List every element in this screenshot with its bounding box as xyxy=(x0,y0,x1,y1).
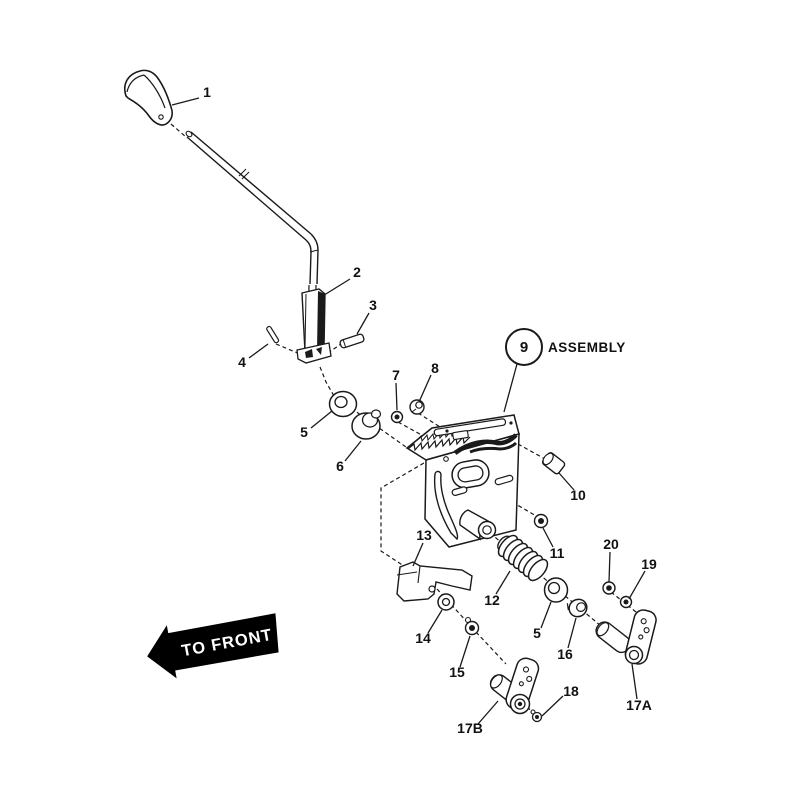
stop-bracket-13 xyxy=(397,562,472,601)
small-nut-7 xyxy=(392,412,403,423)
part-label-1: 1 xyxy=(203,84,211,100)
part-label-13: 13 xyxy=(416,527,432,543)
part-label-10: 10 xyxy=(570,487,586,503)
bracket-17A xyxy=(593,608,658,666)
part-label-5b: 5 xyxy=(533,625,541,641)
bolt-18 xyxy=(531,710,542,722)
bushing-16 xyxy=(565,595,590,620)
part-label-18: 18 xyxy=(563,683,579,699)
part-label-6: 6 xyxy=(336,458,344,474)
flange-nut-8 xyxy=(410,400,424,414)
part-label-20: 20 xyxy=(603,536,619,552)
lever-shaft xyxy=(185,130,331,363)
nut-20 xyxy=(603,582,615,594)
roll-pin xyxy=(339,333,364,348)
part-label-2: 2 xyxy=(353,264,361,280)
part-label-19: 19 xyxy=(641,556,657,572)
assembly-callout xyxy=(506,329,626,365)
bolt-15 xyxy=(466,618,479,635)
part-label-14: 14 xyxy=(415,630,431,646)
flat-washer-lower xyxy=(545,578,568,602)
nut-11 xyxy=(535,515,548,528)
part-label-15: 15 xyxy=(449,664,465,680)
flat-washer-upper xyxy=(330,392,357,417)
part-label-16: 16 xyxy=(557,646,573,662)
assembly-label: ASSEMBLY xyxy=(548,340,626,355)
part-label-11: 11 xyxy=(549,545,565,561)
cotter-pin xyxy=(266,326,279,344)
callout-number: 9 xyxy=(519,339,529,356)
to-front-arrow xyxy=(142,605,284,683)
part-label-4: 4 xyxy=(238,354,246,370)
shift-knob xyxy=(125,70,172,125)
spacer-bushing-10 xyxy=(541,451,566,475)
coil-spring xyxy=(495,532,551,584)
part-label-17A: 17A xyxy=(626,697,652,713)
washer-14 xyxy=(438,594,454,610)
part-label-7: 7 xyxy=(392,367,400,383)
part-label-8: 8 xyxy=(431,360,439,376)
part-label-3: 3 xyxy=(369,297,377,313)
part-label-17B: 17B xyxy=(457,720,483,736)
part-label-5a: 5 xyxy=(300,424,308,440)
part-label-12: 12 xyxy=(484,592,500,608)
to-front-label: TO FRONT xyxy=(180,625,274,661)
flanged-bushing xyxy=(352,410,381,439)
